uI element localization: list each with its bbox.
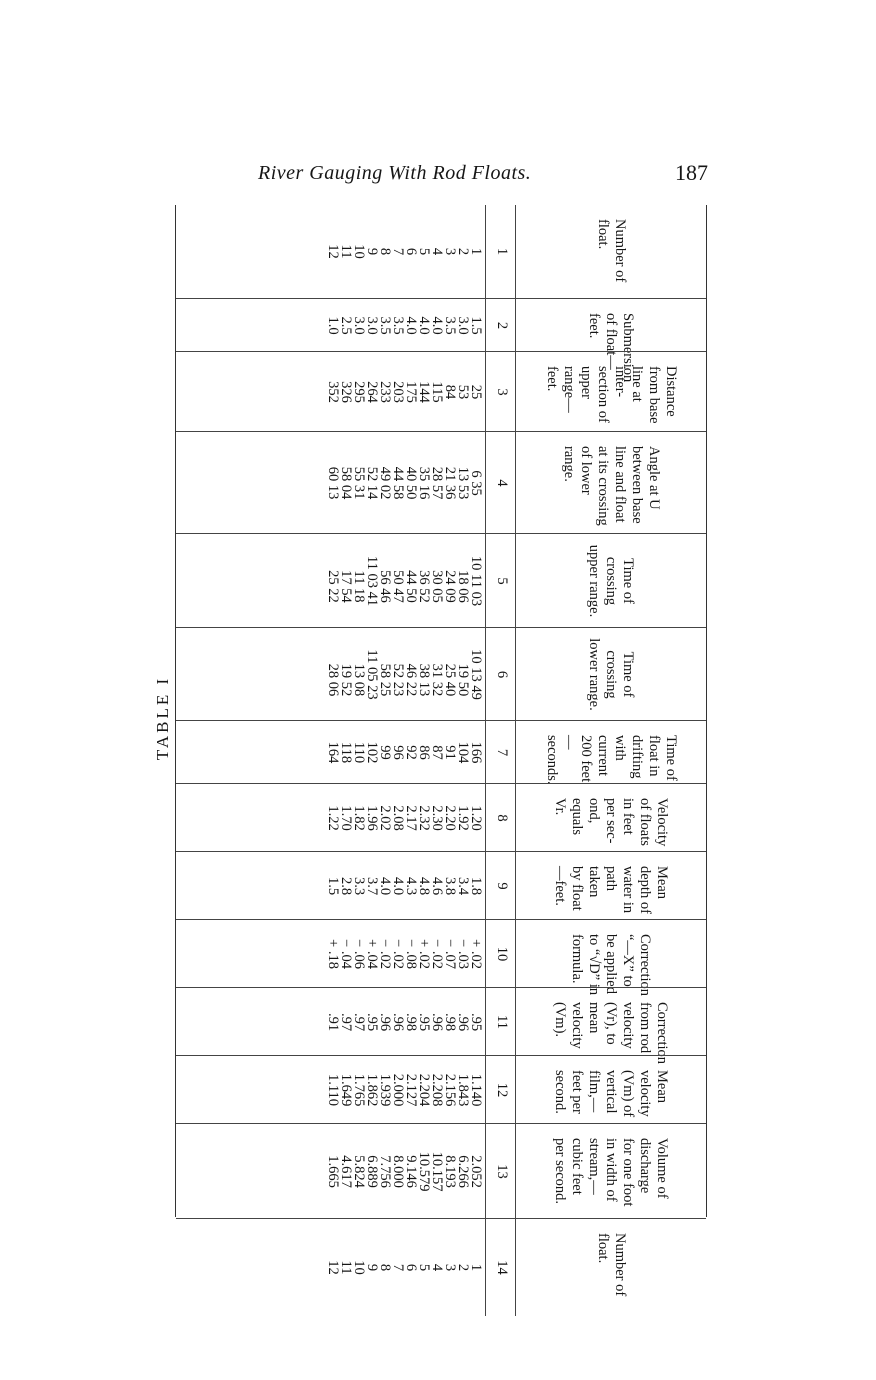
- table-label: TABLE I: [153, 675, 172, 761]
- table-cell: 1.939: [377, 1073, 393, 1107]
- header-rule: [515, 1219, 516, 1316]
- table-cell: 40 50: [403, 466, 419, 500]
- column-values: [326, 352, 482, 432]
- table-cell: 2.08: [390, 805, 406, 831]
- table-cell: 7: [390, 247, 406, 256]
- table-cell: 6.266: [455, 1155, 471, 1188]
- table-cell: 18 06: [455, 559, 471, 603]
- table-cell: 11: [338, 244, 354, 259]
- column-header: Volume of discharge for one foot in width of stream,—cubic feet per second.: [552, 1138, 671, 1207]
- table-cell: 11 03 41: [364, 555, 380, 607]
- table-cell: .96: [455, 1012, 471, 1032]
- table-cell: 4.0: [416, 316, 432, 335]
- column-number: 13: [494, 1164, 510, 1179]
- table-cell: 50 47: [390, 559, 406, 603]
- table-cell: 233: [377, 381, 393, 403]
- header-rule: [515, 352, 516, 432]
- table-cell: 4.3: [403, 876, 419, 896]
- table-cell: 1: [468, 247, 484, 256]
- column-header: Velocity of floats in feet per sec-ond, equals Vr.: [552, 798, 671, 847]
- column-number: 6: [494, 670, 510, 679]
- table-column: [176, 351, 706, 432]
- table-cell: 1.20: [468, 805, 484, 831]
- table-cell: .97: [351, 1012, 367, 1032]
- table-cell: 13 53: [455, 466, 471, 500]
- table-cell: 1.765: [351, 1073, 367, 1107]
- column-values: [326, 784, 482, 852]
- table-cell: 6: [403, 247, 419, 256]
- table-cell: .96: [377, 1012, 393, 1032]
- table-column: [176, 720, 706, 784]
- table-cell: 2.30: [429, 805, 445, 831]
- table-frame: [175, 205, 707, 1297]
- table-cell: 2.156: [442, 1073, 458, 1107]
- table-cell: .98: [442, 1012, 458, 1032]
- table-cell: 9: [364, 1263, 380, 1272]
- table-cell: 49 02: [377, 466, 393, 500]
- table-cell: 3.5: [442, 316, 458, 335]
- table-cell: 4.6: [429, 876, 445, 896]
- table-cell: 326: [338, 381, 354, 403]
- table-cell: 8: [377, 1263, 393, 1272]
- table-cell: 5.824: [351, 1155, 367, 1188]
- header-rule: [515, 920, 516, 988]
- header-rule: [515, 534, 516, 628]
- table-cell: .96: [390, 1012, 406, 1032]
- table-cell: 1.5: [468, 316, 484, 335]
- table-cell: 118: [338, 741, 354, 764]
- table-cell: 4: [429, 247, 445, 256]
- table-column: [176, 205, 706, 298]
- table-cell: 87: [429, 745, 445, 760]
- table-cell: 60 13: [325, 466, 341, 500]
- table-cell: 3.8: [442, 876, 458, 896]
- table-cell: 92: [403, 745, 419, 760]
- table-cell: 55 31: [351, 466, 367, 500]
- data-table: [177, 205, 707, 1297]
- table-cell: 1: [468, 1263, 484, 1272]
- table-cell: 30 05: [429, 559, 445, 603]
- table-cell: − .02: [390, 939, 406, 969]
- header-rule: [515, 1124, 516, 1219]
- column-header: Number of float.: [595, 219, 628, 283]
- header-rule: [515, 988, 516, 1056]
- table-cell: 2.127: [403, 1073, 419, 1107]
- table-cell: − .07: [442, 939, 458, 969]
- column-header: Distance from base line at inter-section of upper range—feet.: [544, 366, 679, 424]
- column-values: [326, 534, 482, 628]
- table-cell: 58 25: [377, 652, 393, 697]
- column-header: Submersion of float—feet.: [586, 313, 637, 383]
- table-cell: 1.92: [455, 805, 471, 831]
- table-cell: 110: [351, 741, 367, 764]
- column-number: 12: [494, 1082, 510, 1098]
- table-cell: 3.0: [351, 316, 367, 335]
- table-cell: 3.0: [455, 316, 471, 335]
- table-cell: 25 22: [325, 559, 341, 603]
- table-cell: 2.02: [377, 805, 393, 831]
- table-cell: 3.7: [364, 876, 380, 896]
- column-header: Angle at U between base line and float at its crossing of lower range.: [561, 446, 662, 526]
- header-rule: [515, 852, 516, 920]
- table-cell: 9.146: [403, 1155, 419, 1188]
- table-cell: .91: [325, 1012, 341, 1032]
- column-values: [326, 1124, 482, 1219]
- table-cell: 6: [403, 1263, 419, 1272]
- table-cell: 104: [455, 741, 471, 764]
- column-values: [326, 432, 482, 534]
- table-cell: 11: [338, 1260, 354, 1275]
- table-cell: 56 46: [377, 559, 393, 603]
- column-number: 3: [494, 388, 510, 396]
- column-values: [326, 299, 482, 352]
- number-rule: [485, 1124, 486, 1219]
- table-cell: 164: [325, 741, 341, 764]
- table-cell: 91: [442, 745, 458, 760]
- table-cell: 3.5: [390, 316, 406, 335]
- header-rule: [515, 628, 516, 721]
- table-cell: 58 04: [338, 466, 354, 500]
- table-cell: 99: [377, 745, 393, 760]
- number-rule: [485, 852, 486, 920]
- table-cell: + .18: [325, 939, 341, 969]
- header-rule: [515, 784, 516, 852]
- table-cell: 115: [429, 381, 445, 403]
- table-cell: 2.8: [338, 876, 354, 896]
- column-header: Time of crossing lower range.: [586, 638, 637, 711]
- table-cell: 10: [351, 244, 367, 259]
- table-cell: 7.756: [377, 1155, 393, 1188]
- table-cell: 3.4: [455, 876, 471, 896]
- number-rule: [485, 784, 486, 852]
- column-header: Correction from rod velocity (Vr), to mean velocity (Vm).: [552, 1002, 671, 1065]
- number-rule: [485, 628, 486, 721]
- table-cell: 8.000: [390, 1155, 406, 1188]
- header-rule: [515, 1056, 516, 1124]
- column-header: Correction “—X” to be applied to “√D” in formula.: [569, 934, 654, 997]
- table-cell: 31 32: [429, 652, 445, 697]
- table-cell: 10: [351, 1260, 367, 1275]
- table-cell: .95: [364, 1012, 380, 1032]
- table-cell: 1.5: [325, 876, 341, 896]
- table-cell: 102: [364, 741, 380, 764]
- table-cell: 2.000: [390, 1073, 406, 1107]
- table-cell: 7: [390, 1263, 406, 1272]
- table-cell: 1.82: [351, 805, 367, 831]
- table-column: [176, 1218, 706, 1316]
- table-cell: 1.110: [325, 1073, 341, 1107]
- table-column: [176, 1123, 706, 1219]
- column-number: 11: [494, 1015, 510, 1029]
- table-cell: 4.0: [429, 316, 445, 335]
- table-cell: 1.665: [325, 1155, 341, 1188]
- table-cell: 13 08: [351, 652, 367, 697]
- header-rule: [515, 205, 516, 298]
- table-cell: 5: [416, 1263, 432, 1272]
- table-cell: .96: [429, 1012, 445, 1032]
- table-cell: 1.140: [468, 1073, 484, 1107]
- table-cell: 9: [364, 247, 380, 256]
- table-cell: 5: [416, 247, 432, 256]
- number-rule: [485, 432, 486, 534]
- table-cell: .95: [468, 1012, 484, 1032]
- table-cell: 1.862: [364, 1073, 380, 1107]
- table-column: [176, 1055, 706, 1124]
- table-cell: + .02: [468, 939, 484, 969]
- table-cell: 44 50: [403, 559, 419, 603]
- number-rule: [485, 205, 486, 298]
- header-rule: [515, 432, 516, 534]
- table-cell: 28 57: [429, 466, 445, 500]
- column-number: 7: [494, 748, 510, 757]
- running-head: [258, 160, 708, 190]
- table-cell: 2: [455, 247, 471, 256]
- table-cell: 166: [468, 741, 484, 764]
- column-number: 8: [494, 814, 510, 822]
- table-cell: 6.889: [364, 1155, 380, 1188]
- table-cell: 10.579: [416, 1151, 432, 1192]
- table-cell: 25: [468, 384, 484, 400]
- number-rule: [485, 534, 486, 628]
- table-cell: 175: [403, 381, 419, 403]
- table-cell: 2.052: [468, 1155, 484, 1188]
- table-cell: 36 52: [416, 559, 432, 603]
- table-cell: 96: [390, 745, 406, 760]
- column-header: Mean depth of water in path taken by float—feet.: [552, 866, 671, 914]
- table-cell: 10 13 49: [468, 649, 484, 700]
- table-cell: 4.0: [403, 316, 419, 335]
- table-cell: 4.0: [377, 876, 393, 896]
- table-cell: 295: [351, 381, 367, 403]
- table-cell: 46 22: [403, 652, 419, 697]
- column-values: [326, 1219, 482, 1316]
- column-number: 4: [494, 479, 510, 487]
- column-number: 9: [494, 882, 510, 890]
- column-header: Mean velocity (Vm) of vertical film,—feet per second.: [552, 1070, 671, 1118]
- column-number: 14: [494, 1260, 510, 1275]
- table-cell: 1.843: [455, 1073, 471, 1107]
- column-values: [326, 920, 482, 988]
- column-values: [326, 205, 482, 298]
- table-cell: 10.157: [429, 1151, 445, 1192]
- table-cell: 44 58: [390, 466, 406, 500]
- table-column: [176, 851, 706, 920]
- page-number: 187: [675, 160, 708, 185]
- table-cell: + .02: [416, 939, 432, 969]
- table-cell: 35 16: [416, 466, 432, 500]
- table-cell: 2.208: [429, 1073, 445, 1107]
- table-cell: 19 50: [455, 652, 471, 697]
- table-cell: 8.193: [442, 1155, 458, 1188]
- table-column: [176, 431, 706, 534]
- column-header: Time of crossing upper range.: [586, 544, 637, 618]
- table-cell: 3.3: [351, 876, 367, 896]
- table-cell: 1.649: [338, 1073, 354, 1107]
- table-column: [176, 298, 706, 383]
- column-number: 1: [494, 247, 510, 256]
- table-cell: .97: [338, 1012, 354, 1032]
- table-cell: 3.0: [364, 316, 380, 335]
- table-cell: 2.20: [442, 805, 458, 831]
- table-column: [176, 627, 706, 721]
- table-cell: 11 18: [351, 559, 367, 603]
- table-cell: 24 09: [442, 559, 458, 603]
- table-cell: .95: [416, 1012, 432, 1032]
- column-values: [326, 1056, 482, 1124]
- table-cell: .98: [403, 1012, 419, 1032]
- column-header: Number of float.: [595, 1233, 628, 1297]
- table-cell: 4.8: [416, 876, 432, 896]
- column-number: 10: [494, 946, 510, 962]
- table-cell: 52 14: [364, 466, 380, 500]
- table-cell: 6 35: [468, 470, 484, 496]
- table-cell: 38 13: [416, 652, 432, 697]
- number-rule: [485, 352, 486, 432]
- number-rule: [485, 920, 486, 988]
- number-rule: [485, 299, 486, 352]
- number-rule: [485, 1219, 486, 1316]
- number-rule: [485, 721, 486, 784]
- table-cell: 53: [455, 384, 471, 400]
- table-column: [176, 987, 706, 1065]
- table-cell: − .02: [429, 939, 445, 969]
- column-values: [326, 721, 482, 784]
- table-cell: 1.96: [364, 805, 380, 831]
- table-cell: 12: [325, 244, 341, 259]
- table-cell: 52 23: [390, 652, 406, 697]
- table-cell: 3: [442, 247, 458, 256]
- number-rule: [485, 1056, 486, 1124]
- table-column: [176, 533, 706, 628]
- table-cell: 1.70: [338, 805, 354, 831]
- number-rule: [485, 988, 486, 1056]
- column-values: [326, 988, 482, 1056]
- table-cell: 1.8: [468, 876, 484, 896]
- table-cell: − .03: [455, 939, 471, 969]
- table-cell: 264: [364, 381, 380, 403]
- table-cell: 3.5: [377, 316, 393, 335]
- column-header: Time of float in drifting with current 200 feet—seconds.: [544, 735, 679, 785]
- table-cell: 4.617: [338, 1155, 354, 1188]
- table-cell: 17 54: [338, 559, 354, 603]
- table-cell: 25 40: [442, 652, 458, 697]
- column-number: 5: [494, 577, 510, 585]
- table-cell: 2.204: [416, 1073, 432, 1107]
- table-cell: − .02: [377, 939, 393, 969]
- table-cell: 8: [377, 247, 393, 256]
- table-cell: − .06: [351, 939, 367, 969]
- table-cell: 203: [390, 381, 406, 403]
- table-cell: 352: [325, 381, 341, 403]
- table-column: [176, 783, 706, 852]
- column-number: 2: [494, 321, 510, 330]
- table-cell: 84: [442, 384, 458, 400]
- table-cell: 12: [325, 1260, 341, 1275]
- table-cell: 2.17: [403, 805, 419, 831]
- table-cell: 1.22: [325, 805, 341, 831]
- table-cell: 28 06: [325, 652, 341, 697]
- table-cell: 21 36: [442, 466, 458, 500]
- table-cell: − .04: [338, 939, 354, 969]
- table-cell: 2: [455, 1263, 471, 1272]
- column-values: [326, 852, 482, 920]
- table-cell: 19 52: [338, 652, 354, 697]
- table-cell: 2.32: [416, 805, 432, 831]
- table-cell: 11 05 23: [364, 649, 380, 700]
- column-values: [326, 628, 482, 721]
- table-cell: 4: [429, 1263, 445, 1272]
- running-title: River Gauging With Rod Floats.: [258, 162, 532, 184]
- header-rule: [515, 721, 516, 784]
- table-cell: + .04: [364, 939, 380, 969]
- table-cell: 10 11 03: [468, 555, 484, 607]
- table-column: [176, 919, 706, 997]
- table-cell: − .08: [403, 939, 419, 969]
- table-cell: 4.0: [390, 876, 406, 896]
- header-rule: [515, 299, 516, 352]
- table-cell: 86: [416, 745, 432, 760]
- table-cell: 1.0: [325, 316, 341, 335]
- table-cell: 2.5: [338, 316, 354, 335]
- table-cell: 144: [416, 381, 432, 403]
- table-cell: 3: [442, 1263, 458, 1272]
